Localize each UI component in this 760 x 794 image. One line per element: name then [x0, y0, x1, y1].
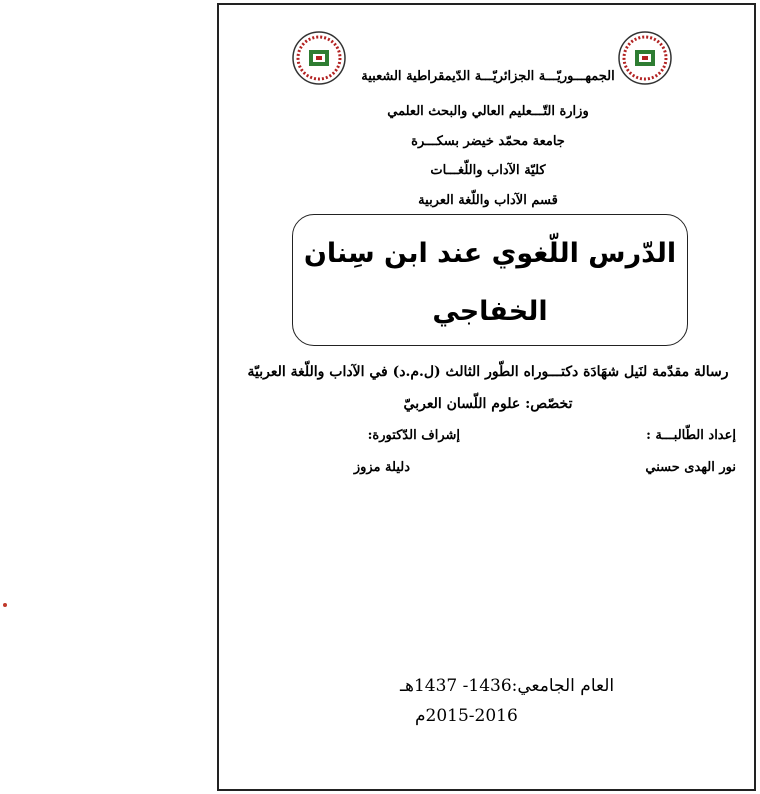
university-heading: جامعة محمّد خيضر بسكـــرة: [411, 134, 565, 149]
thesis-title-line2: الخفاجي: [432, 296, 548, 327]
faculty-heading: كليّة الآداب واللّغـــات: [430, 163, 546, 178]
thesis-description: رسالة مقدّمة لنَيل شهَادَة دكتـــوراه الطّور الثالث (ل.م.د) في الآداب واللّغة العربيّة: [247, 364, 729, 380]
ministry-heading: وزارة التّـــعليم العالي والبحث العلمي: [387, 104, 589, 119]
academic-year-gregorian: 2015-2016م: [415, 706, 518, 726]
student-name: نور الهدى حسني: [645, 460, 736, 475]
thesis-title-line1: الدّرس اللّغوي عند ابن سِنان: [303, 238, 677, 269]
academic-year-hijri: العام الجامعي:1436- 1437هـ: [400, 676, 615, 696]
thesis-specialty: تخصّص: علوم اللّسان العربيّ: [403, 396, 573, 412]
department-heading: قسم الآداب واللّغة العربية: [418, 193, 558, 208]
supervisor-name: دليلة مزوز: [353, 460, 410, 475]
supervision-label: إشراف الدّكتورة:: [367, 428, 460, 443]
prepared-by-label: إعداد الطّالبـــة :: [646, 428, 736, 443]
republic-heading: الجمهـــوريّـــة الجزائريّـــة الدّيمقراطية الشعبية: [361, 69, 615, 84]
red-dot-mark: [3, 603, 7, 607]
